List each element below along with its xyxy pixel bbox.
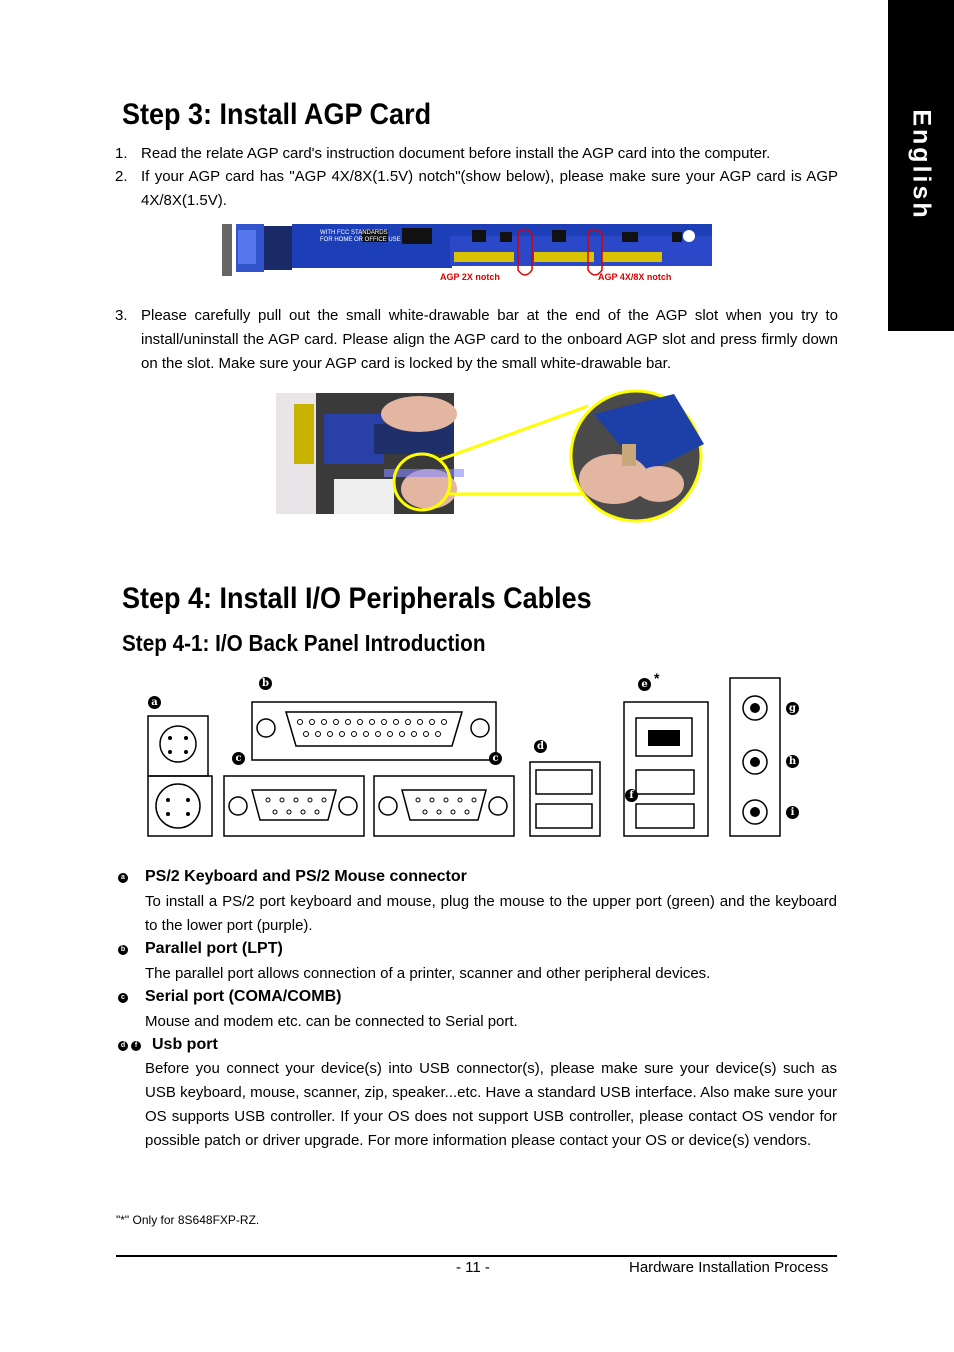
- step3-item1-text: Read the relate AGP card's instruction document before install the AGP card into the computer.: [141, 145, 771, 162]
- section-c-body: Mouse and modem etc. can be connected to Serial port.: [145, 1013, 518, 1030]
- section-f-bullet: f: [131, 1041, 141, 1051]
- step3-item2-text: If your AGP card has "AGP 4X/8X(1.5V) notch"(show below), please make sure your AGP card is AGP 4X/8X(1.5V).: [141, 168, 838, 209]
- panel-mark-e: e: [638, 678, 651, 691]
- svg-text:FOR HOME OR OFFICE USE: FOR HOME OR OFFICE USE: [320, 237, 401, 243]
- section-d-bullet: d: [118, 1041, 128, 1051]
- section-c-heading: Serial port (COMA/COMB): [145, 988, 342, 1005]
- step3-title: Step 3: Install AGP Card: [122, 98, 432, 131]
- panel-mark-h: h: [786, 755, 799, 768]
- page-number: - 11 -: [456, 1259, 490, 1276]
- section-b-bullet: b: [118, 945, 128, 955]
- step4-title: Step 4: Install I/O Peripherals Cables: [122, 582, 592, 615]
- section-a-body: To install a PS/2 port keyboard and mouse, plug the mouse to the upper port (green) and the keyboard to the lower port (purple).: [145, 893, 837, 934]
- panel-mark-c-left: c: [232, 752, 245, 765]
- footer-section-title: Hardware Installation Process: [629, 1259, 829, 1276]
- section-b-body: The parallel port allows connection of a printer, scanner and other peripheral devices.: [145, 965, 711, 982]
- panel-mark-b: b: [259, 677, 272, 690]
- step3-item3-text: Please carefully pull out the small white-drawable bar at the end of the AGP slot when you try to install/uninstall the AGP card. Please align the AGP card to the onboard AGP slot and press firmly down on the slot. Make sure your AGP card is locked by the small white-drawable bar.: [141, 307, 838, 372]
- section-usb-body: Before you connect your device(s) into USB connector(s), please make sure your device(s) such as USB keyboard, mouse, scanner, zip, speaker...etc. Have a standard USB interface. Also make sure your OS supports USB controller. If your OS does not support USB controller, please contact OS vendor for possible patch or driver upgrade. For more information please contact your OS or device(s) vendors.: [145, 1060, 837, 1149]
- panel-mark-c-right: c: [489, 752, 502, 765]
- step4-subtitle: Step 4-1: I/O Back Panel Introduction: [122, 630, 486, 656]
- pcb-text: WITH FCC STANDARDS: [320, 230, 388, 236]
- agp-2x-notch-label: AGP 2X notch: [440, 272, 500, 282]
- language-tab: [888, 0, 954, 331]
- footnote: "*" Only for 8S648FXP-RZ.: [116, 1213, 260, 1227]
- step3-item3-num: 3.: [115, 307, 128, 324]
- footer-rule: [116, 1255, 837, 1257]
- language-tab-label: English: [907, 109, 936, 221]
- agp-4x8x-notch-label: AGP 4X/8X notch: [598, 272, 672, 282]
- panel-mark-i: i: [786, 806, 799, 819]
- step3-item1-num: 1.: [115, 145, 128, 162]
- step3-item2-num: 2.: [115, 168, 128, 185]
- panel-mark-d: d: [534, 740, 547, 753]
- agp-card-image: [222, 224, 714, 284]
- section-b-heading: Parallel port (LPT): [145, 940, 283, 957]
- section-a-heading: PS/2 Keyboard and PS/2 Mouse connector: [145, 868, 467, 885]
- section-a-bullet: a: [118, 873, 128, 883]
- panel-mark-f: f: [625, 789, 638, 802]
- panel-mark-g: g: [786, 702, 799, 715]
- panel-asterisk: *: [654, 670, 660, 686]
- section-usb-heading: Usb port: [152, 1036, 218, 1053]
- panel-mark-a: a: [148, 696, 161, 709]
- agp-install-photo: [274, 384, 706, 524]
- section-c-bullet: c: [118, 993, 128, 1003]
